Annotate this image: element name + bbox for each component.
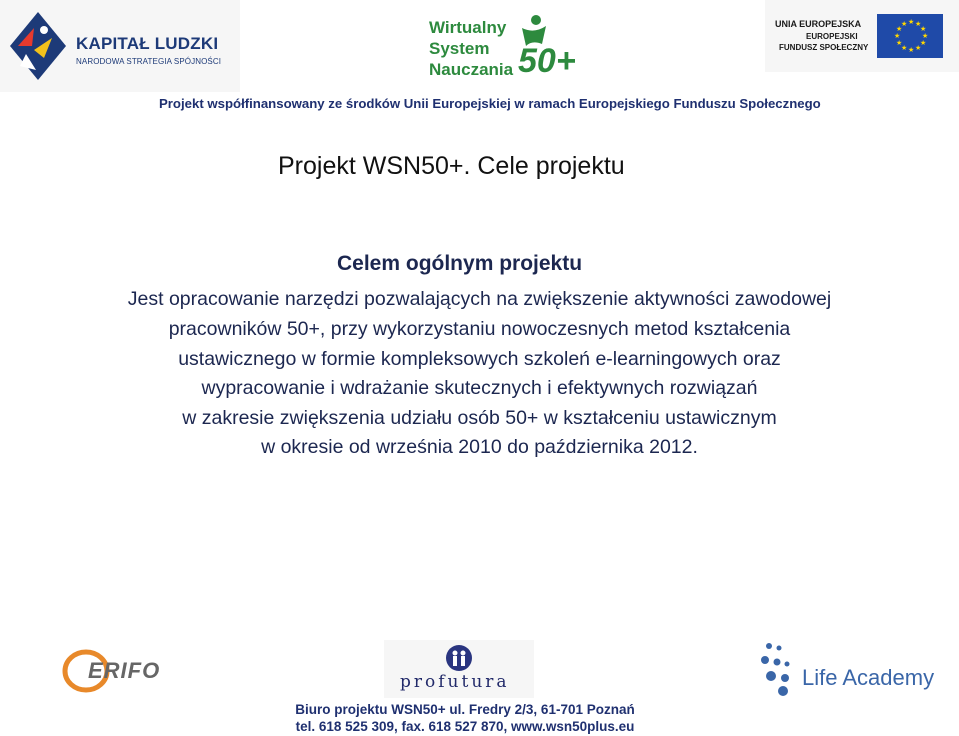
svg-text:★: ★ — [915, 44, 922, 52]
eu-logo — [765, 0, 959, 72]
eu-line1: UNIA EUROPEJSKA — [775, 19, 862, 29]
wsn-number: 50+ — [518, 42, 576, 80]
kapital-ludzki-name: KAPITAŁ LUDZKI — [76, 34, 219, 53]
svg-text:★: ★ — [908, 18, 915, 26]
footer-address: Biuro projektu WSN50+ ul. Fredry 2/3, 61-701 Poznań — [295, 702, 635, 717]
svg-text:★: ★ — [920, 25, 927, 33]
cofinancing-banner: Projekt współfinansowany ze środków Unii Europejskiej w ramach Europejskiego Funduszu Społecznego — [159, 96, 821, 111]
profutura-logo — [384, 640, 534, 698]
erifo-name: ERIFO — [88, 658, 161, 683]
kapital-ludzki-logo — [0, 0, 240, 92]
wsn-logo — [426, 14, 591, 84]
life-academy-logo — [755, 638, 951, 700]
footer-contact: tel. 618 525 309, fax. 618 527 870, www.wsn50plus.eu — [295, 719, 635, 734]
body-line-5: w zakresie zwiększenia udziału osób 50+ w kształceniu ustawicznym — [182, 407, 777, 429]
svg-text:★: ★ — [901, 44, 908, 52]
wsn-line2: System — [429, 39, 490, 58]
svg-text:★: ★ — [908, 46, 915, 54]
kapital-ludzki-tagline: NARODOWA STRATEGIA SPÓJNOŚCI — [76, 57, 222, 66]
life-academy-dots-icon — [759, 640, 799, 698]
body-line-2: pracowników 50+, przy wykorzystaniu nowoczesnych metod kształcenia — [168, 318, 791, 340]
wsn-line3: Nauczania — [429, 60, 514, 79]
svg-text:★: ★ — [896, 39, 903, 47]
body-line-3: ustawicznego w formie kompleksowych szkoleń e-learningowych oraz — [178, 348, 781, 370]
kapital-ludzki-emblem-icon — [8, 10, 68, 82]
body-line-6: w okresie od września 2010 do października 2012. — [261, 436, 698, 458]
profutura-name: profutura — [400, 672, 510, 692]
section-subtitle: Celem ogólnym projektu — [337, 252, 583, 275]
svg-text:★: ★ — [894, 32, 901, 40]
body-line-4: wypracowanie i wdrażanie skutecznych i efektywnych rozwiązań — [201, 377, 758, 399]
svg-text:★: ★ — [920, 39, 927, 47]
eu-line2: EUROPEJSKI — [806, 32, 858, 41]
life-academy-name: Life Academy — [802, 665, 935, 690]
eu-flag-icon — [877, 14, 943, 58]
body-line-1: Jest opracowanie narzędzi pozwalających na zwiększenie aktywności zawodowej — [127, 288, 832, 310]
svg-text:★: ★ — [896, 25, 903, 33]
profutura-figures-icon — [444, 644, 474, 672]
wsn-line1: Wirtualny — [429, 18, 507, 37]
svg-text:★: ★ — [915, 20, 922, 28]
svg-text:★: ★ — [901, 20, 908, 28]
svg-text:★: ★ — [922, 32, 929, 40]
eu-line3: FUNDUSZ SPOŁECZNY — [779, 43, 869, 52]
erifo-logo — [62, 648, 172, 694]
page-title: Projekt WSN50+. Cele projektu — [278, 152, 625, 180]
